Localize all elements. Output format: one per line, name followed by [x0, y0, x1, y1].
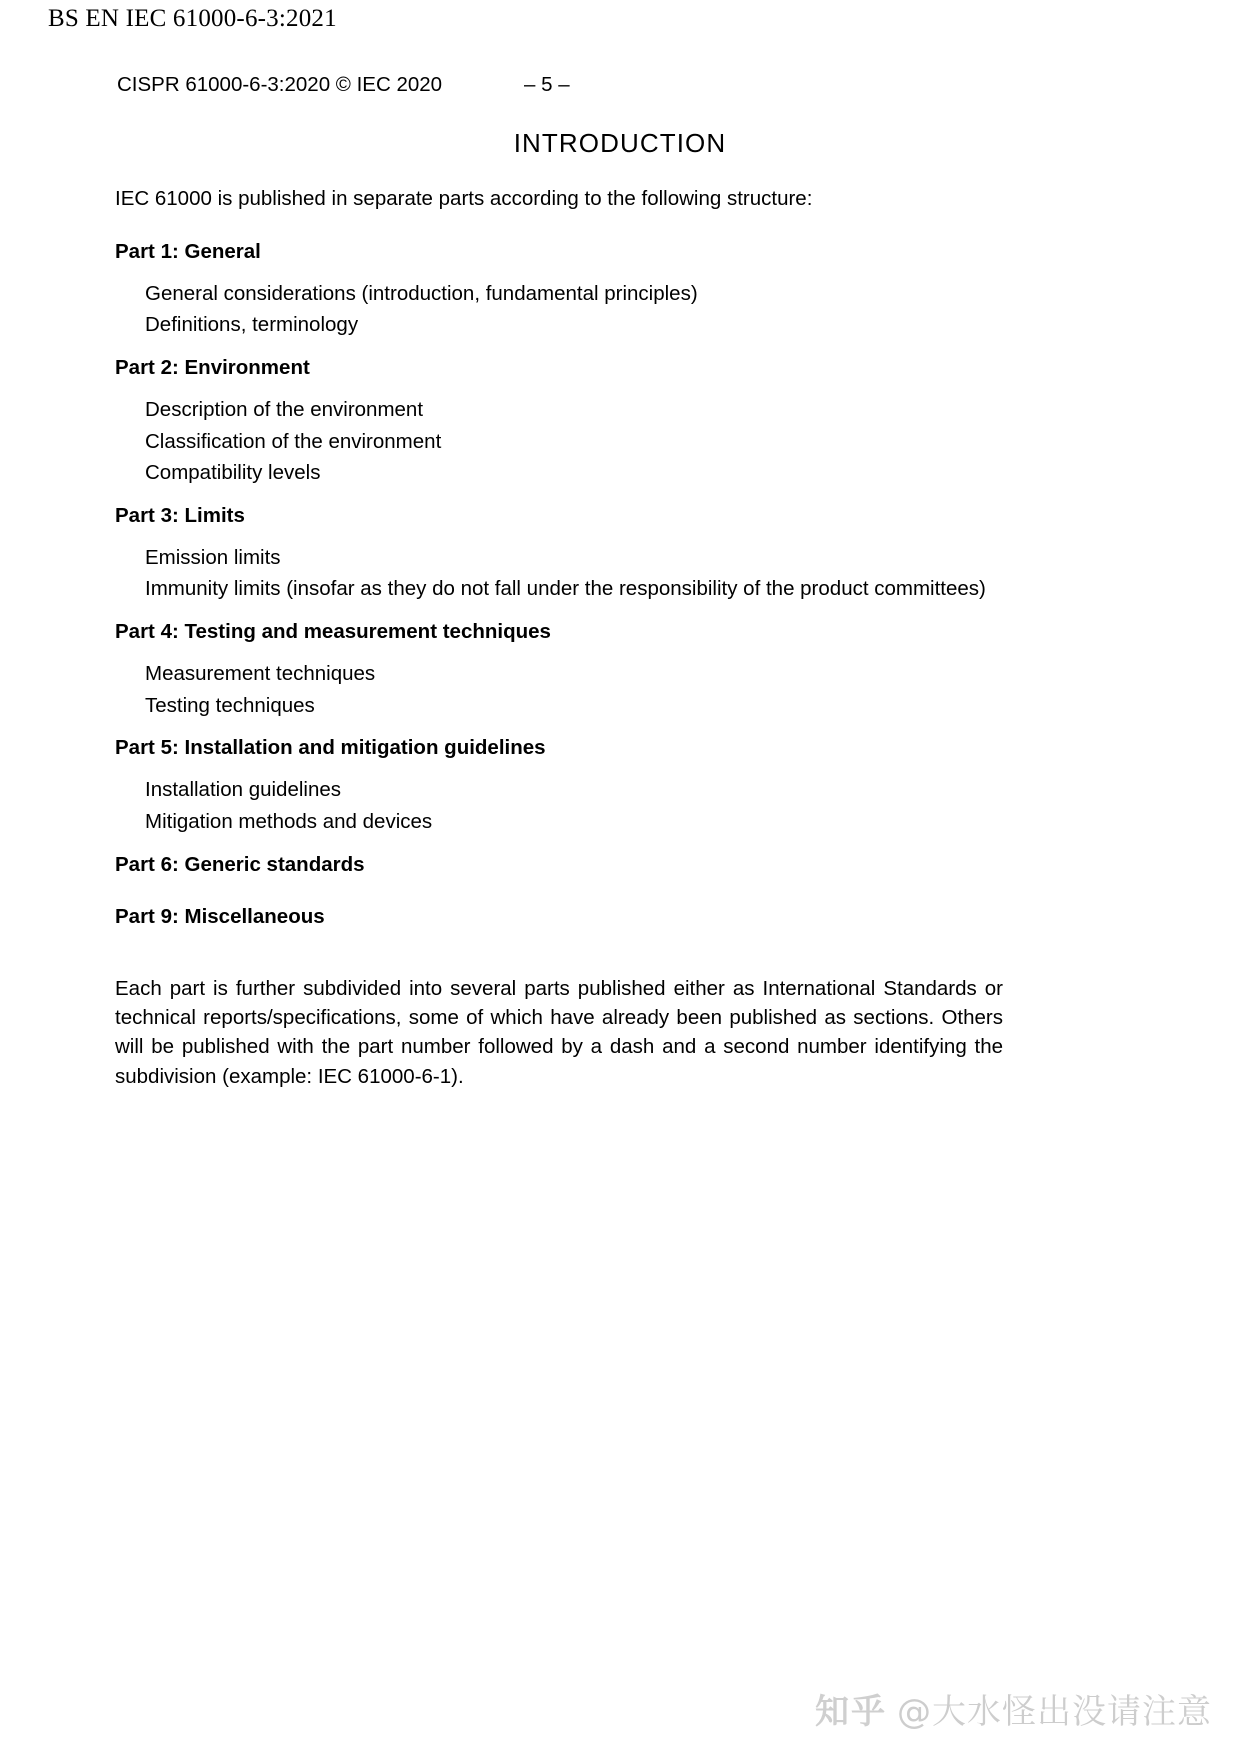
- part-group-1: [115, 239, 1008, 341]
- list-item: Classification of the environment: [145, 429, 442, 453]
- part-item-list: [115, 658, 1008, 722]
- part-title: Part 5: Installation and mitigation guidelines: [115, 736, 546, 760]
- page-title: INTRODUCTION: [513, 128, 727, 158]
- list-item: General considerations (introduction, fundamental principles): [145, 281, 698, 305]
- part-group-5: [115, 735, 1008, 837]
- list-item: Emission limits: [145, 545, 281, 569]
- list-item: Testing techniques: [145, 693, 315, 717]
- watermark: [815, 1684, 1212, 1733]
- list-item: Immunity limits (insofar as they do not fall under the responsibility of the product committees): [145, 577, 986, 601]
- running-header: CISPR 61000-6-3:2020 © IEC 2020: [117, 73, 443, 96]
- watermark-username: @大水怪出没请注意: [897, 1692, 1212, 1732]
- part-item-list: [115, 774, 1008, 838]
- list-item: Description of the environment: [145, 397, 424, 421]
- part-group-6: [115, 852, 1008, 878]
- list-item: Installation guidelines: [145, 778, 342, 802]
- part-group-9: [115, 904, 1008, 930]
- part-title: Part 1: General: [115, 240, 261, 263]
- document-body: [115, 186, 1008, 1091]
- list-item: Measurement techniques: [145, 661, 376, 685]
- zhihu-logo: 知乎: [815, 1692, 887, 1732]
- standard-header: BS EN IEC 61000-6-3:2021: [48, 5, 337, 32]
- list-item: Definitions, terminology: [145, 313, 359, 337]
- part-title: Part 2: Environment: [115, 356, 310, 380]
- part-title: Part 6: Generic standards: [115, 852, 365, 876]
- part-item-list: [115, 278, 1008, 342]
- part-group-4: [115, 619, 1008, 721]
- list-item: Compatibility levels: [145, 461, 321, 485]
- lead-paragraph: IEC 61000 is published in separate parts according to the following structure:: [115, 187, 813, 210]
- part-item-list: [115, 394, 1008, 489]
- list-item: Mitigation methods and devices: [145, 809, 433, 833]
- part-title: Part 9: Miscellaneous: [115, 905, 325, 929]
- page-number-marker: – 5 –: [524, 73, 570, 96]
- closing-paragraph: Each part is further subdivided into several parts published either as International Standards or technical reports/specifications, some of which have already been published as sections. Others will be published with the part number followed by a dash and a second number identifying the subdivision (example: IEC 61000-6-1).: [115, 976, 1003, 1088]
- part-title: Part 3: Limits: [115, 504, 245, 528]
- part-group-3: [115, 503, 1008, 605]
- part-group-2: [115, 355, 1008, 489]
- part-item-list: [115, 542, 1008, 606]
- part-title: Part 4: Testing and measurement techniques: [115, 620, 551, 644]
